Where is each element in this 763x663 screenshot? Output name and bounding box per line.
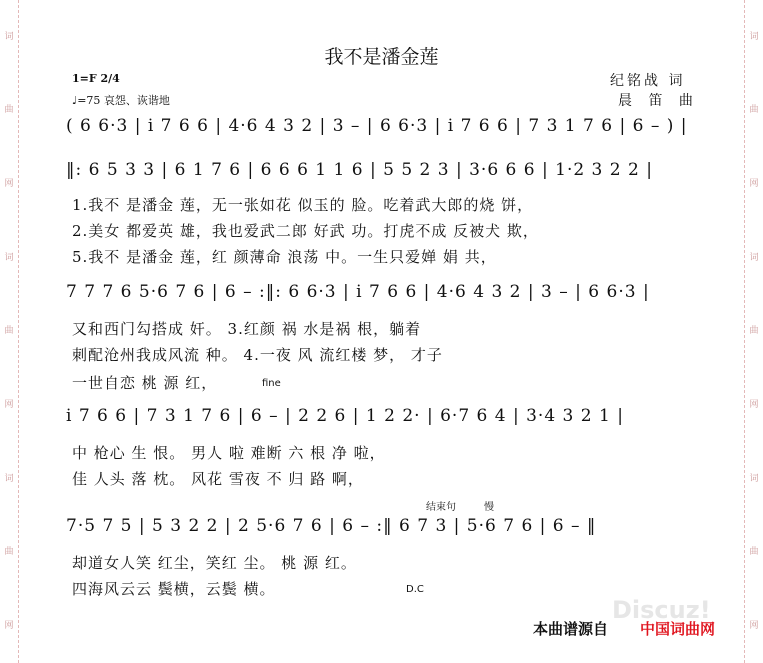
lyric-line: 四海风云云 鬓横，云鬓 横。 bbox=[72, 580, 276, 598]
lyric-line: 又和西门勾搭成 奸。 3.红颜 祸 水是祸 根，躺着 bbox=[72, 320, 422, 338]
song-title: 我不是潘金莲 bbox=[324, 46, 439, 68]
source-site-link[interactable]: 中国词曲网 bbox=[640, 620, 716, 638]
fine-marking: fine bbox=[262, 378, 281, 389]
composer-credit: 晨 笛 曲 bbox=[618, 93, 699, 109]
side-char: 网 bbox=[4, 400, 14, 411]
side-char: 词 bbox=[749, 473, 759, 484]
side-char: 网 bbox=[4, 621, 14, 632]
left-margin-watermark bbox=[0, 0, 19, 663]
notation-line-4: i 7 6 6 | 7 3 1 7 6 | 6 – | 2 2 6 | 1 2 2· | 6·7 6 4 | 3·4 3 2 1 | bbox=[66, 406, 624, 426]
side-char: 网 bbox=[749, 400, 759, 411]
side-char: 曲 bbox=[749, 547, 759, 558]
side-char: 词 bbox=[749, 252, 759, 263]
lyric-line: 5.我不 是潘金 莲，红 颜薄命 浪荡 中。一生只爱婵 娟 共， bbox=[72, 248, 497, 266]
side-char: 词 bbox=[4, 473, 14, 484]
side-char: 曲 bbox=[4, 105, 14, 116]
faint-watermark: Discuz! bbox=[612, 596, 711, 624]
slow-marking: 慢 bbox=[484, 502, 494, 513]
dc-marking: D.C bbox=[406, 584, 424, 595]
side-char: 网 bbox=[749, 179, 759, 190]
lyric-line: 2.美女 都爱英 雄，我也爱武二郎 好武 功。打虎不成 反被犬 欺， bbox=[72, 222, 539, 240]
tempo-marking: ♩=75 哀怨、诙谐地 bbox=[72, 94, 170, 107]
notation-line-3: 7 7 7 6 5·6 7 6 | 6 – :‖: 6 6·3 | i 7 6 6 | 4·6 4 3 2 | 3 – | 6 6·3 | bbox=[66, 282, 650, 302]
lyric-line: 佳 人头 落 枕。 风花 雪夜 不 归 路 啊， bbox=[72, 470, 364, 488]
ending-phrase-marking: 结束句 bbox=[426, 502, 456, 513]
side-char: 词 bbox=[749, 31, 759, 42]
lyric-line: 却道女人笑 红尘，笑红 尘。 桃 源 红。 bbox=[72, 554, 357, 572]
source-label: 本曲谱源自 bbox=[533, 620, 609, 638]
side-char: 词 bbox=[4, 252, 14, 263]
key-signature: 1=F 2/4 bbox=[72, 72, 120, 85]
lyric-line: 中 枪心 生 恨。 男人 啦 难断 六 根 净 啦， bbox=[72, 444, 386, 462]
side-char: 曲 bbox=[749, 105, 759, 116]
right-margin-watermark bbox=[744, 0, 763, 663]
notation-line-2: ‖: 6 5 3 3 | 6 1 7 6 | 6 6 6 1 1 6 | 5 5 2 3 | 3·6 6 6 | 1·2 3 2 2 | bbox=[66, 160, 653, 180]
side-char: 网 bbox=[4, 179, 14, 190]
side-char: 网 bbox=[749, 621, 759, 632]
notation-line-5: 7·5 7 5 | 5 3 2 2 | 2 5·6 7 6 | 6 – :‖ 6 7 3 | 5·6 7 6 | 6 – ‖ bbox=[66, 516, 597, 536]
lyric-line: 1.我不 是潘金 莲，无一张如花 似玉的 脸。吃着武大郎的烧 饼， bbox=[72, 196, 534, 214]
lyric-line: 一世自恋 桃 源 红， bbox=[72, 374, 218, 392]
notation-line-1: ( 6 6·3 | i 7 6 6 | 4·6 4 3 2 | 3 – | 6 6·3 | i 7 6 6 | 7 3 1 7 6 | 6 – ) | bbox=[66, 116, 688, 136]
side-char: 词 bbox=[4, 31, 14, 42]
lyricist-credit: 纪铭战 词 bbox=[610, 73, 686, 89]
side-char: 曲 bbox=[749, 326, 759, 337]
side-char: 曲 bbox=[4, 326, 14, 337]
lyric-line: 刺配沧州我成风流 种。 4.一夜 风 流红楼 梦， 才子 bbox=[72, 346, 443, 364]
side-char: 曲 bbox=[4, 547, 14, 558]
